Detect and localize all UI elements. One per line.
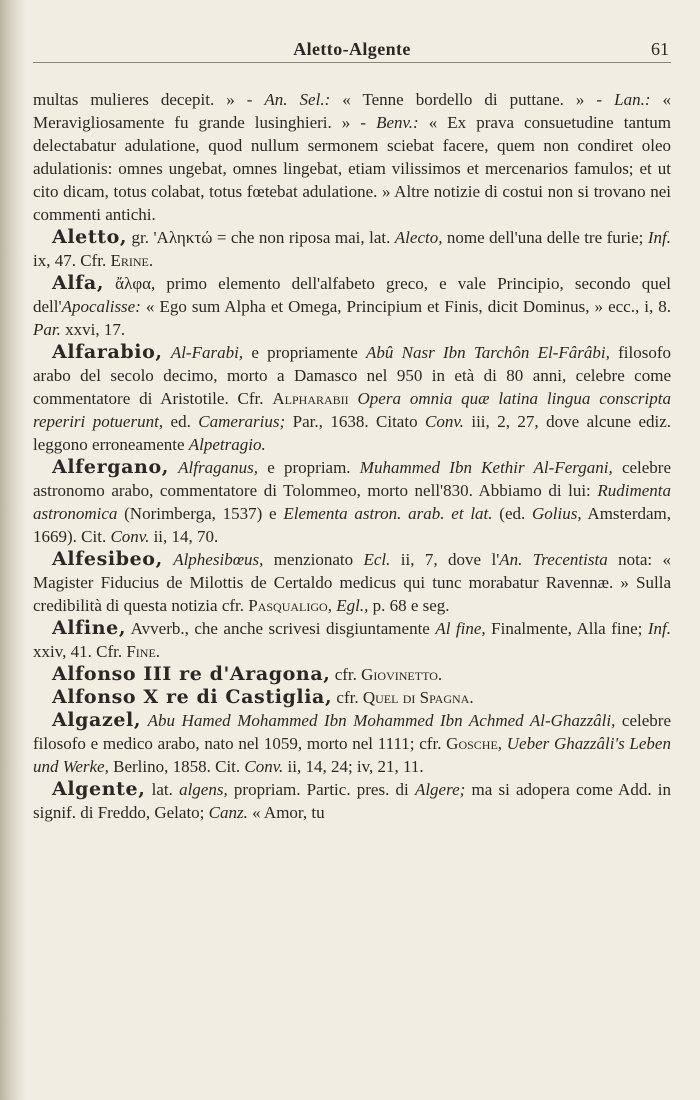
- entry-headword: Alfa,: [52, 272, 105, 294]
- entry-headword: Alfergano,: [52, 456, 169, 478]
- entry-aletto: Aletto, gr. 'Αληκτώ = che non riposa mai, lat. Alecto, nome dell'una delle tre furie; Inf. ix, 47. Cfr. Erine.: [33, 226, 671, 270]
- entry-algente: Algente, lat. algens, propriam. Partic. pres. di Algere; ma si adopera come Add. in signif. di Freddo, Gelato; Canz. « Amor, tu: [33, 778, 672, 822]
- entry-alfonso-iii: Alfonso III re d'Aragona, cfr. Giovinetto.: [52, 663, 443, 685]
- entry-headword: Alfesibeo,: [52, 548, 163, 570]
- book-page: [33, 0, 671, 824]
- entry-alfergano: Alfergano, Alfraganus, e propriam. Muhammed Ibn Kethir Al-Fergani, celebre astronomo arabo, commentatore di Tolommeo, morto nell'830. Abbiamo di lui: Rudimenta astronomica (Norimberga, 1537) e Elementa astron. arab. et lat. (ed. Golius, Amsterdam, 1669). Cit. Conv. ii, 14, 70.: [33, 456, 672, 546]
- page-number: 61: [651, 39, 669, 59]
- entry-headword: Algente,: [52, 778, 146, 800]
- entry-alfonso-x: Alfonso X re di Castiglia, cfr. Quel di Spagna.: [52, 686, 474, 708]
- entry-headword: Alfonso III re d'Aragona,: [52, 663, 331, 685]
- entry-alfarabio: Alfarabio, Al-Farabi, e propriamente Abû Nasr Ibn Tarchôn El-Fârâbi, filosofo arabo del secolo decimo, morto a Damasco nel 950 in età di 80 anni, celebre come commentatore di Aristotile. Cfr. Alpharabii Opera omnia quæ latina lingua conscripta reperiri potuerunt, ed. Camerarius; Par., 1638. Citato Conv. iii, 2, 27, dove alcune ediz. leggono erroneamente Alpetragio.: [33, 341, 672, 454]
- continued-entry-text: multas mulieres decepit. » - An. Sel.: « Tenne bordello di puttane. » - Lan.: « Meravigliosamente fu grande lusinghieri. » - Benv.: « Ex prava consuetudine tantum delectabatur adulatione, quod nullum sermonem sciebat facere, quem non condiret oleo adulationis: omnes ungebat, omnes lingebat, etiam vilissimos et mercenarios famulos; et ut cito dicam, totus colabat, totus fœtebat adulatione. » Altre notizie di costui non si trovano nei commenti antichi.: [33, 90, 671, 224]
- running-head: Aletto-Algente: [293, 39, 411, 59]
- entry-alfesibeo: Alfesibeo, Alphesibœus, menzionato Ecl. ii, 7, dove l'An. Trecentista nota: « Magister Fiducius de Milottis de Certaldo medicus qui tunc morabatur Ravennæ. » Sulla credibilità di questa notizia cfr. Pasqualigo, Egl., p. 68 e seg.: [33, 548, 671, 615]
- entry-headword: Aletto,: [52, 226, 128, 248]
- entry-headword: Algazel,: [52, 709, 142, 731]
- entry-headword: Alfonso X re di Castiglia,: [52, 686, 333, 708]
- entry-alfa: Alfa, ἄλφα, primo elemento dell'alfabeto greco, e vale Principio, secondo quel dell'Apocalisse: « Ego sum Alpha et Omega, Principium et Finis, dicit Dominus, » ecc., i, 8. Par. xxvi, 17.: [33, 272, 671, 339]
- page-body: [33, 88, 671, 824]
- entry-headword: Alfine,: [52, 617, 127, 639]
- entry-alfine: Alfine, Avverb., che anche scrivesi disgiuntamente Al fine, Finalmente, Alla fine; Inf. xxiv, 41. Cfr. Fine.: [33, 617, 671, 661]
- entry-algazel: Algazel, Abu Hamed Mohammed Ibn Mohammed Ibn Achmed Al-Ghazzâli, celebre filosofo e medico arabo, nato nel 1059, morto nel 1111; cfr. Gosche, Ueber Ghazzâli's Leben und Werke, Berlino, 1858. Cit. Conv. ii, 14, 24; iv, 21, 11.: [33, 709, 672, 776]
- page-header: [33, 0, 671, 63]
- page-spine-shadow: [0, 0, 26, 1100]
- entry-headword: Alfarabio,: [52, 341, 163, 363]
